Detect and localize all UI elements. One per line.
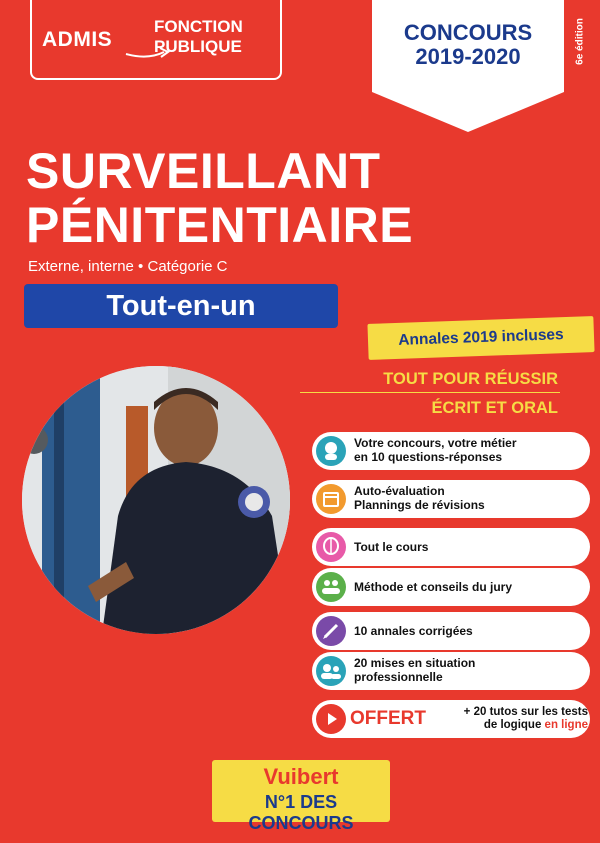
feature-text: Méthode et conseils du jury [354, 580, 513, 594]
question-icon [316, 436, 346, 466]
feature-text [354, 436, 584, 464]
feature-line2: Plannings de révisions [354, 498, 485, 512]
feature-item [312, 612, 590, 650]
offert-text-prefix: de logique [483, 719, 545, 731]
feature-item [312, 652, 590, 690]
tout-en-un-banner: Tout-en-un [24, 284, 338, 328]
slogan-line2: ÉCRIT ET ORAL [431, 399, 558, 417]
feature-line2: en 10 questions-réponses [354, 450, 503, 464]
brain-icon [316, 532, 346, 562]
subtitle: Externe, interne • Catégorie C [28, 258, 228, 275]
group-icon [316, 656, 346, 686]
calendar-icon [316, 484, 346, 514]
brand-publique: PUBLIQUE [154, 37, 242, 56]
offert-text-line2 [430, 719, 588, 732]
slogan-line1: TOUT POUR RÉUSSIR [383, 370, 558, 388]
edition-text: 6e édition [574, 18, 586, 65]
collection-logo [30, 0, 282, 80]
feature-item [312, 432, 590, 470]
feature-text: 10 annales corrigées [354, 624, 473, 638]
feature-text [354, 656, 584, 684]
annales-badge: Annales 2019 incluses [367, 316, 594, 360]
slogan-divider [300, 392, 560, 393]
publisher-logo [212, 760, 390, 833]
title-line1: SURVEILLANT [26, 143, 381, 199]
feature-line1: Votre concours, votre métier [354, 436, 517, 450]
feature-line2: professionnelle [354, 670, 443, 684]
concours-tag [372, 0, 564, 132]
offert-text [430, 706, 588, 732]
feature-line1: 20 mises en situation [354, 656, 476, 670]
brand-fonction-publique [154, 17, 243, 57]
people-icon [316, 572, 346, 602]
feature-item [312, 568, 590, 606]
offert-banner [312, 700, 590, 738]
guard-illustration [22, 366, 290, 634]
feature-item [312, 528, 590, 566]
feature-text: Tout le cours [354, 540, 429, 554]
offert-text-online: en ligne [544, 719, 588, 731]
guard-photo [22, 366, 290, 634]
play-icon [316, 704, 346, 734]
offert-text-line1: + 20 tutos sur les tests [463, 706, 588, 718]
offert-label: OFFERT [350, 708, 426, 729]
publisher-tagline: N°1 DES CONCOURS [248, 792, 354, 833]
feature-text [354, 484, 584, 512]
concours-years: 2019-2020 [415, 44, 521, 69]
brand-admis: ADMIS [42, 28, 113, 51]
brand-fonction: FONCTION [154, 17, 243, 36]
edition-label [572, 8, 588, 78]
feature-item [312, 480, 590, 518]
title-line2: PÉNITENTIAIRE [26, 197, 414, 253]
concours-label: CONCOURS [403, 20, 533, 45]
pencil-icon [316, 616, 346, 646]
feature-line1: Auto-évaluation [354, 484, 445, 498]
publisher-name: Vuibert [263, 764, 339, 789]
